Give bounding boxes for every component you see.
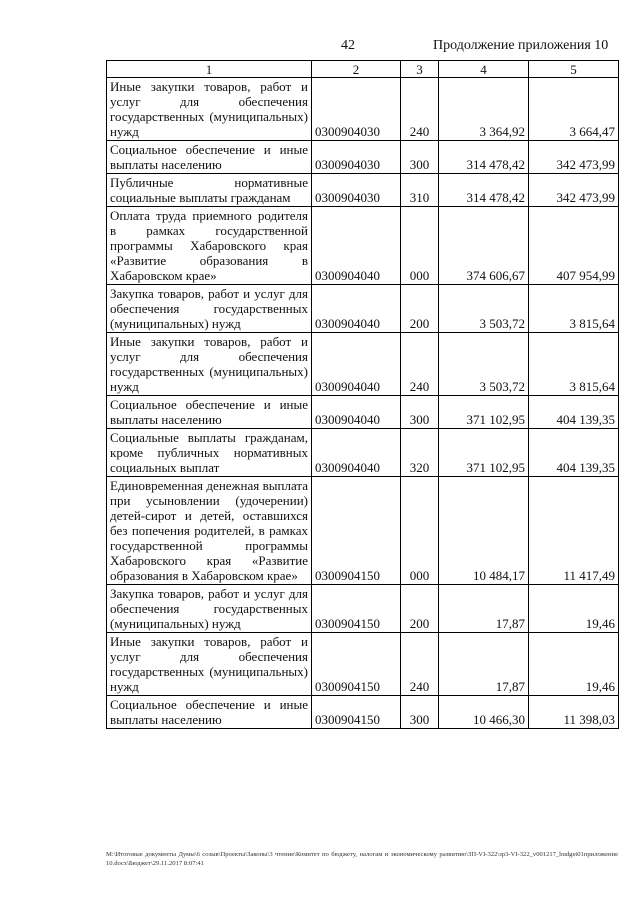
row-amount-1: 10 466,30	[439, 696, 529, 729]
row-expense-type: 000	[401, 477, 439, 585]
row-expense-type: 240	[401, 633, 439, 696]
row-target-code: 0300904040	[312, 429, 401, 477]
row-name: Социальное обеспечение и иные выплаты населению	[107, 696, 312, 729]
row-expense-type: 000	[401, 207, 439, 285]
row-amount-1: 314 478,42	[439, 141, 529, 174]
row-amount-2: 3 664,47	[529, 78, 619, 141]
row-target-code: 0300904150	[312, 477, 401, 585]
row-target-code: 0300904040	[312, 333, 401, 396]
row-amount-1: 3 503,72	[439, 333, 529, 396]
table-row	[107, 696, 619, 729]
row-amount-2: 342 473,99	[529, 141, 619, 174]
row-amount-2: 19,46	[529, 585, 619, 633]
table-row	[107, 396, 619, 429]
row-expense-type: 300	[401, 396, 439, 429]
table-row	[107, 285, 619, 333]
column-header-1: 1	[107, 61, 312, 78]
row-expense-type: 310	[401, 174, 439, 207]
row-expense-type: 240	[401, 78, 439, 141]
table-row	[107, 207, 619, 285]
column-header-3: 3	[401, 61, 439, 78]
row-name: Иные закупки товаров, работ и услуг для обеспечения государственных (муниципальных) нужд	[107, 78, 312, 141]
row-name: Социальное обеспечение и иные выплаты населению	[107, 141, 312, 174]
table-row	[107, 78, 619, 141]
row-amount-1: 3 364,92	[439, 78, 529, 141]
table-row	[107, 429, 619, 477]
row-amount-2: 404 139,35	[529, 429, 619, 477]
column-header-4: 4	[439, 61, 529, 78]
table-row	[107, 477, 619, 585]
row-target-code: 0300904040	[312, 207, 401, 285]
column-header-5: 5	[529, 61, 619, 78]
row-name: Закупка товаров, работ и услуг для обеспечения государственных (муниципальных) нужд	[107, 585, 312, 633]
row-amount-2: 11 398,03	[529, 696, 619, 729]
row-name: Оплата труда приемного родителя в рамках государственной программы Хабаровского края «Развитие образования в Хабаровском крае»	[107, 207, 312, 285]
table-row	[107, 174, 619, 207]
budget-table	[106, 60, 619, 729]
table-row	[107, 633, 619, 696]
row-amount-2: 407 954,99	[529, 207, 619, 285]
row-amount-2: 19,46	[529, 633, 619, 696]
row-name: Иные закупки товаров, работ и услуг для обеспечения государственных (муниципальных) нужд	[107, 333, 312, 396]
row-target-code: 0300904040	[312, 396, 401, 429]
row-amount-2: 342 473,99	[529, 174, 619, 207]
row-amount-1: 10 484,17	[439, 477, 529, 585]
row-amount-1: 371 102,95	[439, 396, 529, 429]
row-target-code: 0300904150	[312, 585, 401, 633]
table-header-row	[107, 61, 619, 78]
table-row	[107, 585, 619, 633]
row-amount-1: 374 606,67	[439, 207, 529, 285]
table-row	[107, 333, 619, 396]
row-target-code: 0300904150	[312, 696, 401, 729]
footer-file-path: М:\Итоговые документы Думы\6 созыв\Проекты\Законы\3 чтение\Комитет по бюджету, налогам и экономическому развитию\ЗП-VI-322\зр3-VI-322_v001217_budget01приложение 10.docx\Бюджет\29.11.2017 8:07:41	[106, 851, 618, 867]
row-expense-type: 320	[401, 429, 439, 477]
row-expense-type: 240	[401, 333, 439, 396]
row-target-code: 0300904150	[312, 633, 401, 696]
row-target-code: 0300904030	[312, 78, 401, 141]
row-amount-2: 404 139,35	[529, 396, 619, 429]
row-amount-2: 3 815,64	[529, 285, 619, 333]
row-amount-1: 17,87	[439, 633, 529, 696]
page-number: 42	[341, 38, 355, 53]
column-header-2: 2	[312, 61, 401, 78]
row-expense-type: 300	[401, 696, 439, 729]
appendix-continuation-title: Продолжение приложения 10	[433, 38, 609, 53]
row-name: Иные закупки товаров, работ и услуг для обеспечения государственных (муниципальных) нужд	[107, 633, 312, 696]
row-name: Социальное обеспечение и иные выплаты населению	[107, 396, 312, 429]
row-target-code: 0300904040	[312, 285, 401, 333]
row-amount-2: 3 815,64	[529, 333, 619, 396]
row-amount-1: 314 478,42	[439, 174, 529, 207]
row-name: Закупка товаров, работ и услуг для обеспечения государственных (муниципальных) нужд	[107, 285, 312, 333]
row-amount-1: 371 102,95	[439, 429, 529, 477]
row-name: Единовременная денежная выплата при усыновлении (удочерении) детей-сирот и детей, оставшихся без попечения родителей, в рамках государственной программы Хабаровского края «Развитие образования в Хабаровском крае»	[107, 477, 312, 585]
row-expense-type: 200	[401, 585, 439, 633]
row-amount-1: 3 503,72	[439, 285, 529, 333]
row-amount-2: 11 417,49	[529, 477, 619, 585]
row-expense-type: 300	[401, 141, 439, 174]
table-row	[107, 141, 619, 174]
row-target-code: 0300904030	[312, 141, 401, 174]
row-amount-1: 17,87	[439, 585, 529, 633]
row-target-code: 0300904030	[312, 174, 401, 207]
row-name: Социальные выплаты гражданам, кроме публичных нормативных социальных выплат	[107, 429, 312, 477]
row-expense-type: 200	[401, 285, 439, 333]
row-name: Публичные нормативные социальные выплаты гражданам	[107, 174, 312, 207]
